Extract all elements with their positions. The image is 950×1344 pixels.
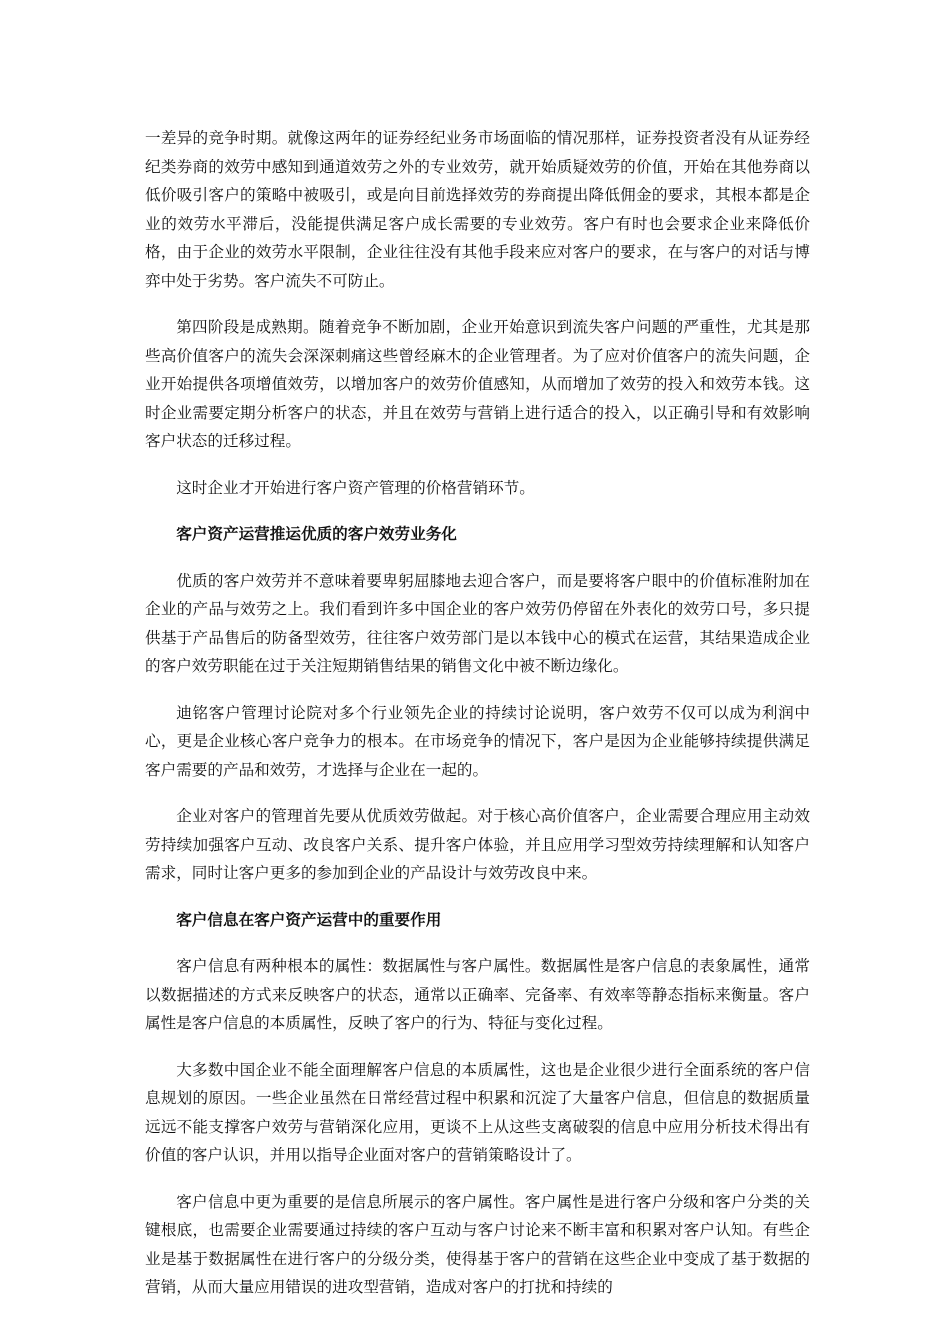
paragraph: 优质的客户效劳并不意味着要卑躬屈膝地去迎合客户，而是要将客户眼中的价值标准附加在企业的产品与效劳之上。我们看到许多中国企业的客户效劳仍停留在外表化的效劳口号，多只提供基于产品售后的防备型效劳，往往客户效劳部门是以本钱中心的模式在运营，其结果造成企业的客户效劳职能在过于关注短期销售结果的销售文化中被不断边缘化。: [145, 571, 810, 675]
document-page: [145, 124, 810, 1320]
paragraph: 第四阶段是成熟期。随着竞争不断加剧，企业开始意识到流失客户问题的严重性，尤其是那些高价值客户的流失会深深刺痛这些曾经麻木的企业管理者。为了应对价值客户的流失问题，企业开始提供各项增值效劳，以增加客户的效劳价值感知，从而增加了效劳的投入和效劳本钱。这时企业需要定期分析客户的状态，并且在效劳与营销上进行适合的投入，以正确引导和有效影响客户状态的迁移过程。: [145, 318, 810, 450]
paragraph: 迪铭客户管理讨论院对多个行业领先企业的持续讨论说明，客户效劳不仅可以成为利润中心，更是企业核心客户竞争力的根本。在市场竞争的情况下，客户是因为企业能够持续提供满足客户需要的产品和效劳，才选择与企业在一起的。: [145, 703, 810, 779]
paragraph: 客户信息中更为重要的是信息所展示的客户属性。客户属性是进行客户分级和客户分类的关键根底，也需要企业需要通过持续的客户互动与客户讨论来不断丰富和积累对客户认知。有些企业是基于数据属性在进行客户的分级分类，使得基于客户的营销在这些企业中变成了基于数据的营销，从而大量应用错误的进攻型营销，造成对客户的打扰和持续的: [145, 1192, 810, 1296]
paragraph: 大多数中国企业不能全面理解客户信息的本质属性，这也是企业很少进行全面系统的客户信息规划的原因。一些企业虽然在日常经营过程中积累和沉淀了大量客户信息，但信息的数据质量远远不能支撑客户效劳与营销深化应用，更谈不上从这些支离破裂的信息中应用分析技术得出有价值的客户认识，并用以指导企业面对客户的营销策略设计了。: [145, 1060, 810, 1164]
paragraph: 一差异的竞争时期。就像这两年的证券经纪业务市场面临的情况那样，证券投资者没有从证券经纪类券商的效劳中感知到通道效劳之外的专业效劳，就开始质疑效劳的价值，开始在其他券商以低价吸引客户的策略中被吸引，或是向目前选择效劳的券商提出降低佣金的要求，其根本都是企业的效劳水平滞后，没能提供满足客户成长需要的专业效劳。客户有时也会要求企业来降低价格，由于企业的效劳水平限制，企业往往没有其他手段来应对客户的要求，在与客户的对话与博弈中处于劣势。客户流失不可防止。: [145, 129, 810, 290]
section-heading: 客户资产运营推运优质的客户效劳业务化: [176, 524, 457, 543]
paragraph: 这时企业才开始进行客户资产管理的价格营销环节。: [176, 478, 535, 497]
paragraph: 企业对客户的管理首先要从优质效劳做起。对于核心高价值客户，企业需要合理应用主动效劳持续加强客户互动、改良客户关系、提升客户体验，并且应用学习型效劳持续理解和认知客户需求，同时让客户更多的参加到企业的产品设计与效劳改良中来。: [145, 807, 810, 882]
paragraph: 客户信息有两种根本的属性：数据属性与客户属性。数据属性是客户信息的表象属性，通常以数据描述的方式来反映客户的状态，通常以正确率、完备率、有效率等静态指标来衡量。客户属性是客户信息的本质属性，反映了客户的行为、特征与变化过程。: [145, 957, 810, 1032]
section-heading: 客户信息在客户资产运营中的重要作用: [176, 909, 442, 929]
